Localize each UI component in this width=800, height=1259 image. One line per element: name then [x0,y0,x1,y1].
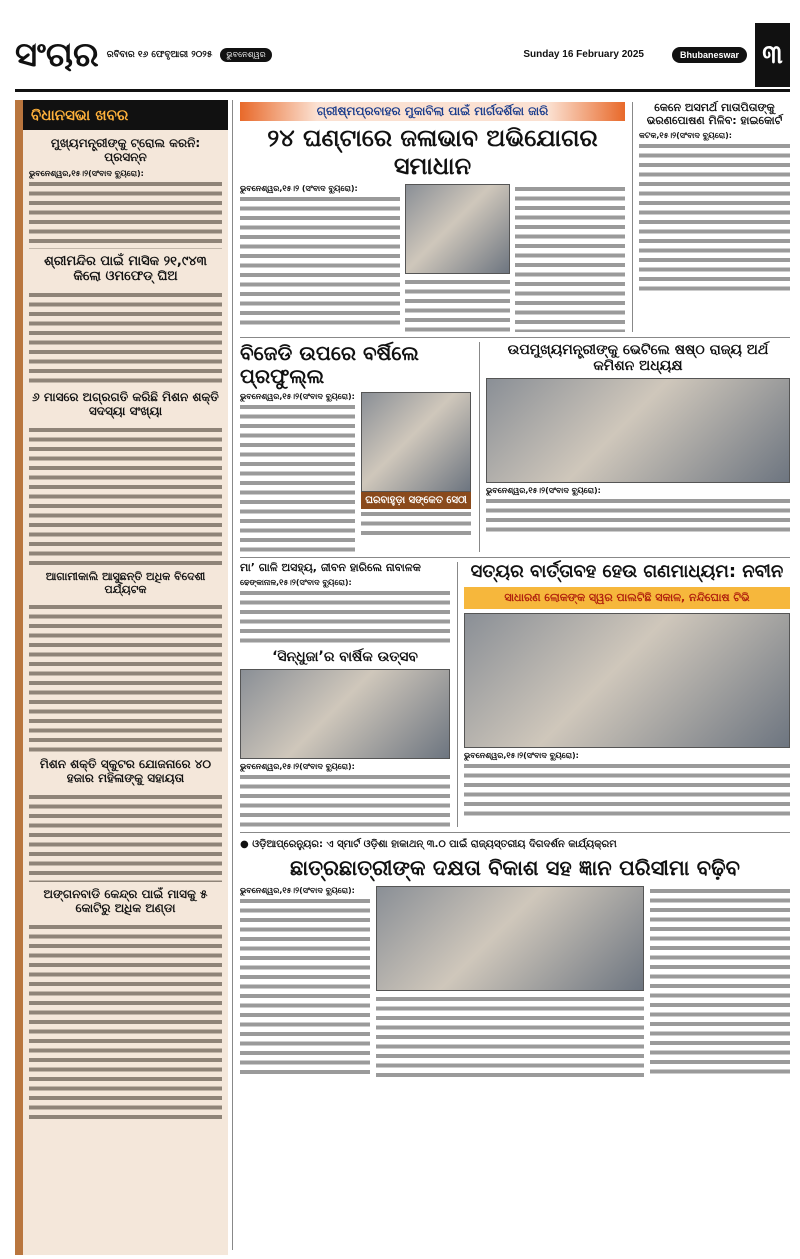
story-body [376,994,644,1079]
date-odia: ରବିବାର ୧୬ ଫେବୃଆରୀ ୨୦୨୫ [106,49,213,60]
story-title: ଶ୍ରୀମନ୍ଦିର ପାଇଁ ମାସିକ ୨୧,୯୪୩ କିଲୋ ଓମଫେଡ୍ ଘିଅ [44,253,207,284]
city-odia-badge: ଭୁବନେଶ୍ୱର [220,48,271,62]
main-area [240,98,790,1079]
story-body [29,792,222,882]
lead-kicker: ଗ୍ରୀଷ୍ମପ୍ରବାହର ମୁକାବିଲା ପାଇଁ ମାର୍ଗଦର୍ଶିକା ଜାରି [240,102,625,121]
city-english-badge: Bhubaneswar [672,47,747,63]
dateline: ଢେଙ୍କାନାଳ,୧୫।୨(ସଂବାଦ ବ୍ୟୁରୋ): [240,577,352,587]
story-body [361,509,471,539]
story-title: ଉପମୁଖ୍ୟମନ୍ତ୍ରୀଙ୍କୁ ଭେଟିଲେ ଷଷ୍ଠ ରାଜ୍ୟ ଅର୍ଥ କମିଶନ ଅଧ୍ୟକ୍ଷ [507,342,769,375]
date-english: Sunday 16 February 2025 [523,49,644,60]
dateline: ଭୁବନେଶ୍ୱର,୧୫।୨(ସଂବାଦ ବ୍ୟୁରୋ): [464,750,579,760]
lead-headline: ୨୪ ଘଣ୍ଟାରେ ଜଳାଭାବ ଅଭିଯୋଗର ସମାଧାନ [267,124,598,180]
story-body [486,496,790,534]
story-body [240,402,355,552]
story-body [240,588,450,643]
dateline: ଭୁବନେଶ୍ୱର,୧୫।୨(ସଂବାଦ ବ୍ୟୁରୋ): [486,486,601,496]
story-title: ‘ସିନ୍ଧୁଜା’ର ବାର୍ଷିକ ଉତ୍ସବ [272,648,418,665]
high-court-story [632,102,790,332]
dateline: କଟକ,୧୫।୨(ସଂବାଦ ବ୍ୟୁରୋ): [639,131,732,141]
story-body [29,602,222,752]
lead-story [240,102,625,332]
leader-photo [361,392,471,492]
meeting-photo [486,378,790,483]
dateline: ଭୁବନେଶ୍ୱର,୧୫।୨(ସଂବାଦ ବ୍ୟୁରୋ): [240,761,355,771]
photo-caption: ଘରବାହୁଡ଼ା ସଙ୍କେତ ସେଠୀ [361,492,471,509]
dateline: ଭୁବନେଶ୍ୱର,୧୫।୨(ସଂବାଦ ବ୍ୟୁରୋ): [29,168,144,178]
story-body [639,141,790,291]
story-body [240,194,400,329]
dateline: ଭୁବନେଶ୍ୱର,୧୫।୨(ସଂବାଦ ବ୍ୟୁରୋ): [240,392,355,402]
sindhuja-story [240,649,450,827]
assembly-news-banner: ବିଧାନସଭା ଖବର [23,100,228,130]
story-body [515,184,625,332]
minor-story [240,562,450,643]
event-photo [240,669,450,759]
naveen-story [457,562,790,827]
event-stage-photo [464,613,790,748]
dateline: ଭୁବନେଶ୍ୱର,୧୫।୨(ସଂବାଦ ବ୍ୟୁରୋ): [240,886,355,896]
story-body [464,761,790,816]
story-body [29,922,222,1122]
hackathon-story [240,833,790,1079]
masthead [15,20,790,92]
story-kicker: ● ଓଡ଼ିଆପ୍ରେନ୍ୟୁର: ଏ ସ୍ମାର୍ଟ ଓଡ଼ିଶା ହାକାଥନ୍ ୩.୦ ପାଇଁ ରାଜ୍ୟସ୍ତରୀୟ ଦିଗଦର୍ଶନ କାର୍ଯ୍ୟକ୍ରମ [240,838,617,850]
panel-photo [376,886,644,991]
story-title: ଛାତ୍ରଛାତ୍ରୀଙ୍କ ଦକ୍ଷତା ବିକାଶ ସହ ଜ୍ଞାନ ପରିସୀମା ବଢ଼ିବ [290,855,740,880]
story-body [650,886,790,1076]
story-body [240,896,370,1076]
story-body [29,290,222,385]
story-title: ୬ ମାସରେ ଅଗ୍ରଗତି କରିଛି ମିଶନ ଶକ୍ତି ସଦସ୍ୟା ସଂଖ୍ୟା [32,390,219,419]
story-body [240,772,450,827]
dateline: ଭୁବନେଶ୍ୱର,୧୫।୨ (ସଂବାଦ ବ୍ୟୁରୋ): [240,184,358,194]
story-title: ଆଗାମୀକାଲି ଆସୁଛନ୍ତି ଅଧିକ ବିଦେଶୀ ପର୍ଯ୍ୟଟକ [45,570,206,596]
story-body [405,277,510,332]
story-title: ମିଶନ ଶକ୍ତି ସ୍କୁଟର ଯୋଜନାରେ ୪୦ ହଜାର ମହିଳାଙ୍କୁ ସହାୟତା [39,757,212,786]
story-title: ମା’ ଗାଳି ଅସହ୍ୟ, ଜୀବନ ହାରିଲେ ନାବାଳକ [240,561,421,575]
story-body [29,179,222,249]
story-subtitle: ସାଧାରଣ ଲୋକଙ୍କ ସ୍ୱର ପାଲଟିଛି ସକାଳ, ନନ୍ଦିଘୋଷ ଟିଭି [464,587,790,609]
story-title: କେନେ ଅସମର୍ଥ ମାତାପିତାଙ୍କୁ ଭରଣପୋଷଣ ମିଳିବ: ହାଇକୋର୍ଟ [646,101,783,127]
story-title: ସତ୍ୟର ବାର୍ତ୍ତାବହ ହେଉ ଗଣମାଧ୍ୟମ: ନବୀନ [470,561,784,583]
column-divider [232,100,233,1250]
bjd-story [240,342,472,552]
story-title: ଅଙ୍ଗନବାଡି କେନ୍ଦ୍ର ପାଇଁ ମାସକୁ ୫ କୋଟିରୁ ଅଧିକ ଅଣ୍ଡା [43,886,208,915]
story-body [29,425,222,565]
story-title: ବିଜେଡି ଉପରେ ବର୍ଷିଲେ ପ୍ରଫୁଲ୍ଲ [240,341,419,389]
left-column [15,100,228,1255]
official-photo [405,184,510,274]
page-number: ୩ [755,23,790,87]
story-title: ମୁଖ୍ୟମନ୍ତ୍ରୀଙ୍କୁ ଟ୍ରୋଲ କରନି: ପ୍ରସନ୍ନ [50,136,201,164]
newspaper-logo: ସଂଚାର [15,34,99,75]
finance-commission-story [479,342,790,552]
